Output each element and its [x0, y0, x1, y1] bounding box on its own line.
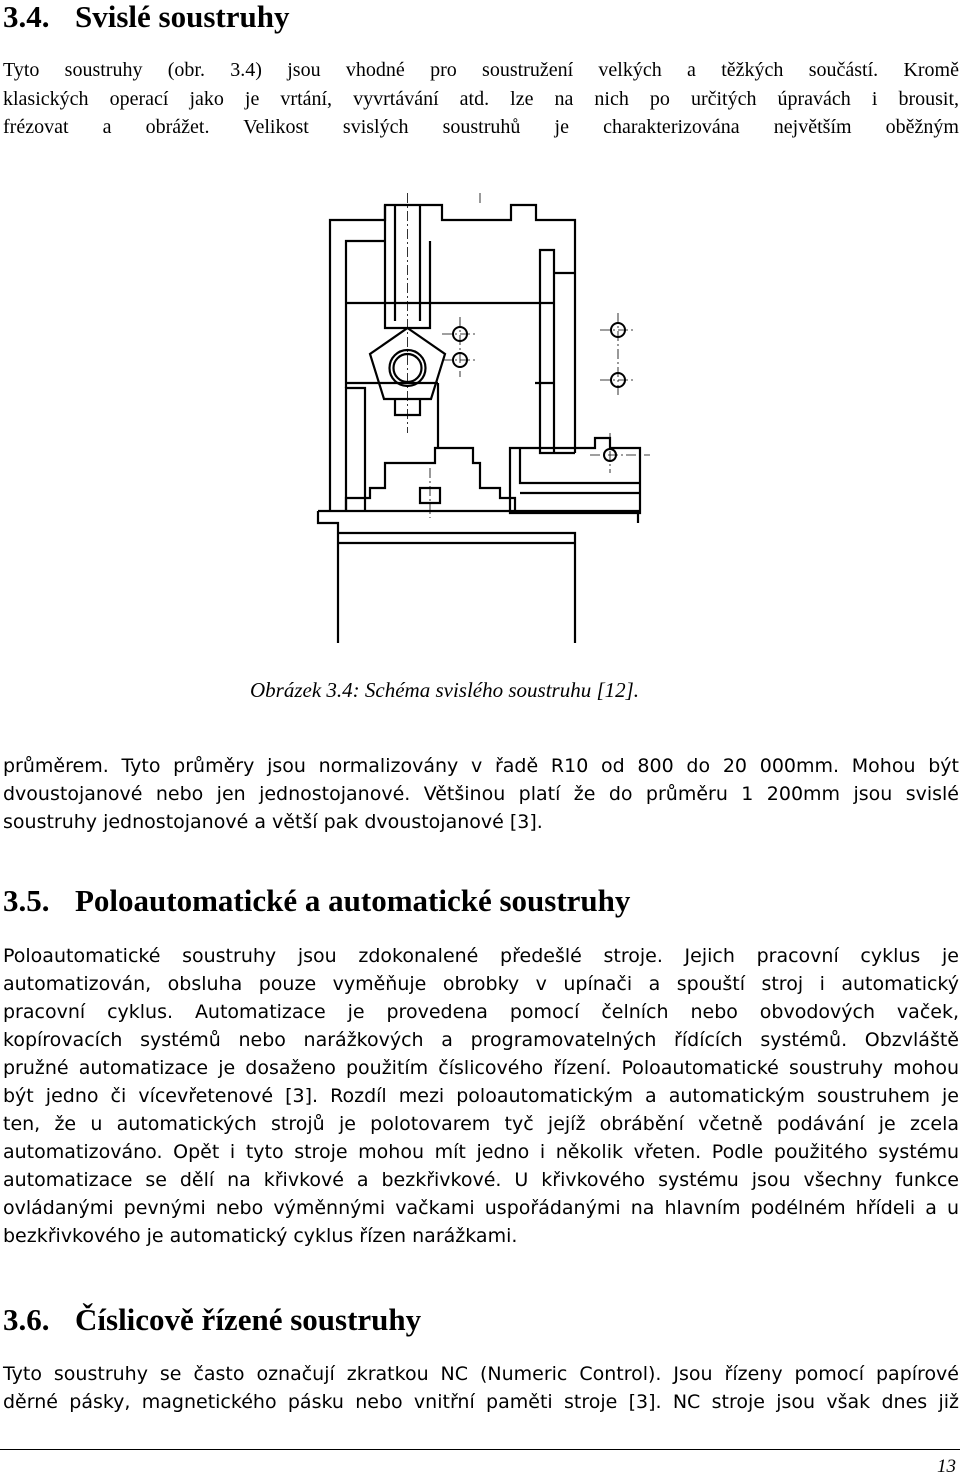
section-heading-3-5: [3, 884, 630, 918]
section-title: Číslicově řízené soustruhy: [75, 1302, 422, 1337]
section-heading-3-4: [3, 0, 289, 34]
text-line: Poloautomatické soustruhy jsou zdokonalené předešlé stroje. Jejich pracovní cyklus je: [3, 945, 959, 967]
text-line: automatizováno. Opět i tyto stroje mohou mít jedno i několik vřeten. Podle použitého systému: [3, 1141, 959, 1163]
text-line: průměrem. Tyto průměry jsou normalizovány v řadě R10 od 800 do 20 000mm. Mohou být: [3, 755, 959, 777]
text-line: automatizován, obsluha pouze vyměňuje obrobky v upínači a spouští stroj i automatický: [3, 973, 959, 995]
section-title: Poloautomatické a automatické soustruhy: [75, 883, 631, 918]
section-heading-3-6: [3, 1303, 421, 1337]
section-title: Svislé soustruhy: [75, 0, 290, 34]
text-line: bezkřivkového je automatický cyklus řízen narážkami.: [3, 1225, 518, 1247]
text-line: pracovní cyklus. Automatizace je provedena pomocí čelních nebo obvodových vaček,: [3, 1001, 959, 1023]
text-line: být jedno či vícevřetenové [3]. Rozdíl mezi poloautomatickým a automatickým soustruhem je: [3, 1085, 959, 1107]
text-line: ten, že u automatických strojů je polotovarem tyč jejíž obrábění včetně podávání je zcela: [3, 1113, 959, 1135]
text-line: ovládanými pevnými nebo výměnnými vačkami uspořádanými na hlavním podélném hřídeli a u: [3, 1197, 959, 1219]
paragraph-section-3-4: [3, 56, 959, 142]
text-line: kopírovacích systémů nebo narážkových a programovatelných řídících systémů. Obzvláště: [3, 1029, 959, 1051]
footer-divider: [0, 1449, 960, 1450]
text-line: pružné automatizace je dosaženo použitím číslicového řízení. Poloautomatické soustruhy mohou: [3, 1057, 959, 1079]
figure-vertical-lathe-schematic: [290, 193, 670, 648]
lathe-schematic-drawing: [290, 193, 670, 643]
text-line: automatizace se dělí na křivkové a bezkřivkové. U křivkového systému jsou všechny funkce: [3, 1169, 959, 1191]
text-line: klasických operací jako je vrtání, vyvrtávání atd. lze na nich po určitých úpravách i brousit,: [3, 87, 959, 110]
text-line: frézovat a obrážet. Velikost svislých soustruhů je charakterizována největším oběžným: [3, 116, 959, 138]
section-number: 3.5.: [3, 883, 50, 918]
text-line: Tyto soustruhy (obr. 3.4) jsou vhodné pro soustružení velkých a těžkých součástí. Kromě: [3, 59, 959, 81]
paragraph-section-3-5: [3, 942, 959, 1250]
text-line: soustruhy jednostojanové a větší pak dvoustojanové [3].: [3, 811, 543, 833]
text-line: Tyto soustruhy se často označují zkratkou NC (Numeric Control). Jsou řízeny pomocí papírové: [3, 1363, 959, 1385]
paragraph-section-3-6: [3, 1360, 959, 1416]
page-number: 13: [937, 1456, 956, 1477]
section-number: 3.4.: [3, 0, 50, 34]
paragraph-continuation: [3, 752, 959, 836]
text-line: dvoustojanové nebo jen jednostojanové. Většinou platí že do průměru 1 200mm jsou svislé: [3, 783, 959, 805]
section-number: 3.6.: [3, 1302, 50, 1337]
figure-caption: Obrázek 3.4: Schéma svislého soustruhu [12].: [250, 678, 640, 702]
text-line: děrné pásky, magnetického pásku nebo vnitřní paměti stroje [3]. NC stroje jsou však dnes již: [3, 1391, 959, 1413]
